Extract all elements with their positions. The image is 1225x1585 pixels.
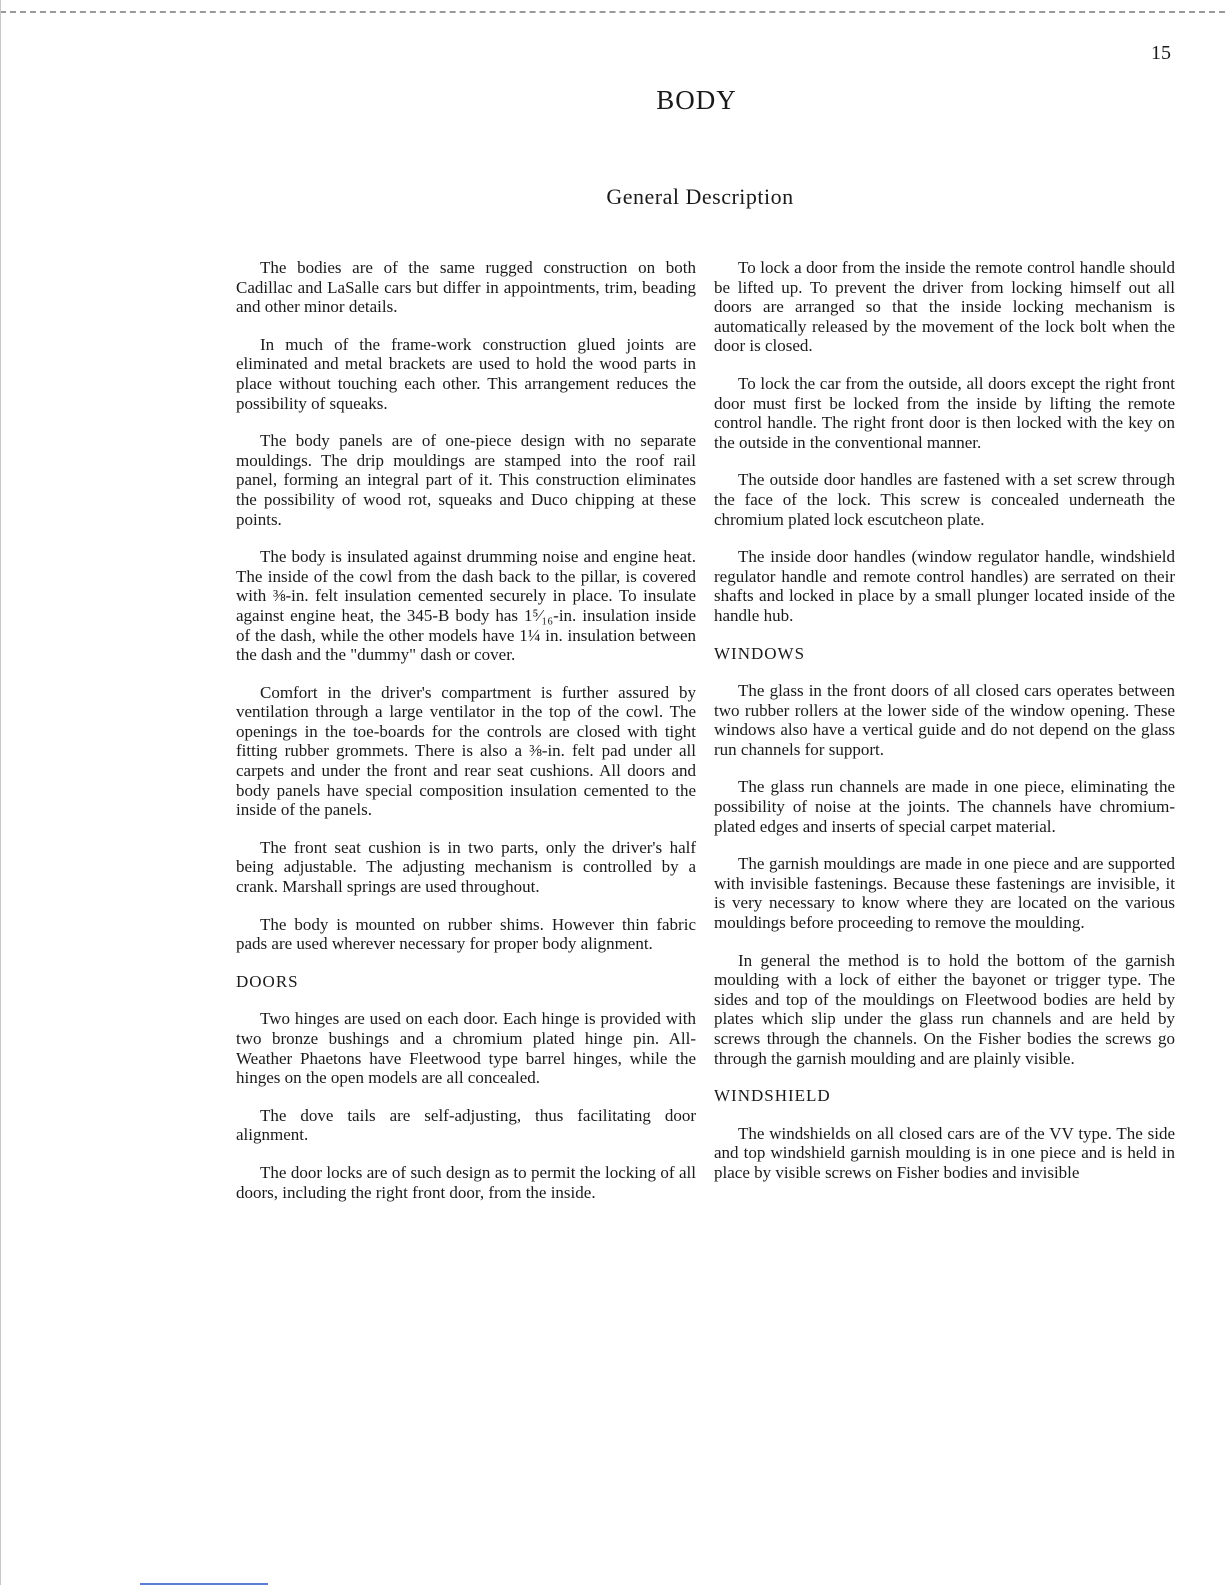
heading-windows: WINDOWS <box>714 643 806 663</box>
paragraph-body-construction: The bodies are of the same rugged construction on both Cadillac and LaSalle cars but differ in appointments, trim, beading and other minor details. <box>236 258 696 317</box>
paragraph-dove-tails: The dove tails are self-adjusting, thus facilitating door alignment. <box>236 1105 696 1145</box>
paragraph-body-mounting: The body is mounted on rubber shims. However thin fabric pads are used wherever necessary for proper body alignment. <box>236 914 696 954</box>
paragraph-body-panels: The body panels are of one-piece design with no separate mouldings. The drip mouldings are stamped into the roof rail panel, forming an integral part of it. This construction eliminates the possibility of wood rot, squeaks and Duco chipping at these points. <box>236 431 696 529</box>
paragraph-hinges: Two hinges are used on each door. Each hinge is provided with two bronze bushings and a chromium plated hinge pin. All-Weather Phaetons have Fleetwood type barrel hinges, while the hinges on the open models are all concealed. <box>236 1009 696 1088</box>
page-number: 15 <box>1151 42 1171 64</box>
paragraph-ventilation: Comfort in the driver's compartment is further assured by ventilation through a large ventilator in the top of the cowl. The openings in the toe-boards for the controls are closed with tight fitting rubber grommets. There is also a ⅜-in. felt pad under all carpets and under the front and rear seat cushions. All doors and body panels have special composition insulation cemented to the inside of the panels. <box>236 682 696 820</box>
paragraph-outside-handles: The outside door handles are fastened with a set screw through the face of the lock. This screw is concealed underneath the chromium plated lock escutcheon plate. <box>714 470 1175 529</box>
paragraph-lock-inside: To lock a door from the inside the remote control handle should be lifted up. To prevent the driver from locking himself out all doors are arranged so that the inside locking mechanism is automatically released by the movement of the lock bolt when the door is closed. <box>714 258 1175 356</box>
paragraph-front-seat: The front seat cushion is in two parts, only the driver's half being adjustable. The adjusting mechanism is controlled by a crank. Marshall springs are used throughout. <box>236 837 696 897</box>
paragraph-windshields: The windshields on all closed cars are of the VV type. The side and top windshield garnish moulding is in one piece and is held in place by visible screws on Fisher bodies and invisible <box>714 1123 1175 1182</box>
paragraph-garnish-mouldings: The garnish mouldings are made in one piece and are supported with invisible fastenings. Because these fastenings are invisible, it is very necessary to know where they are located on the various mouldings before proceeding to remove the moulding. <box>714 854 1175 933</box>
paragraph-insulation: The body is insulated against drumming noise and engine heat. The inside of the cowl from the dash back to the pillar, is covered with ⅜-in. felt insulation cemented securely in place. To insulate against engine heat, the 345-B body has 1⁵⁄₁₆-in. insulation inside of the dash, while the other models have 1¼ in. insulation between the dash and the "dummy" dash or cover. <box>236 547 696 665</box>
section-title: General Description <box>606 184 794 209</box>
top-scan-border <box>0 11 1225 13</box>
paragraph-door-glass: The glass in the front doors of all closed cars operates between two rubber rollers at the lower side of the window opening. These windows also have a vertical guide and do not depend on the glass run channels for support. <box>714 681 1175 759</box>
heading-windshield: WINDSHIELD <box>714 1086 831 1106</box>
paragraph-moulding-method: In general the method is to hold the bottom of the garnish moulding with a lock of either the bayonet or trigger type. The sides and top of the mouldings on Fleetwood bodies are held by plates which slip under the glass run channels and are held by screws through the channels. On the Fisher bodies the screws go through the garnish moulding and are plainly visible. <box>714 950 1175 1068</box>
heading-doors: DOORS <box>236 971 299 991</box>
paragraph-door-locks: The door locks are of such design as to permit the locking of all doors, including the right front door, from the inside. <box>236 1162 696 1202</box>
left-column <box>236 258 696 1220</box>
paragraph-inside-handles: The inside door handles (window regulator handle, windshield regulator handle and remote control handles) are serrated on their shafts and locked in place by a small plunger located inside of the handle hub. <box>714 547 1175 625</box>
chapter-title: BODY <box>656 85 737 115</box>
paragraph-frame-work: In much of the frame-work construction glued joints are eliminated and metal brackets are used to hold the wood parts in place without touching each other. This arrangement reduces the possibility of squeaks. <box>236 334 696 413</box>
right-column <box>714 258 1175 1201</box>
left-scan-border <box>0 0 1 1585</box>
paragraph-glass-run-channels: The glass run channels are made in one piece, eliminating the possibility of noise at the joints. The channels have chromium-plated edges and inserts of special carpet material. <box>714 777 1175 836</box>
paragraph-lock-outside: To lock the car from the outside, all doors except the right front door must first be locked from the inside by lifting the remote control handle. The right front door is then locked with the key on the outside in the conventional manner. <box>714 373 1175 452</box>
